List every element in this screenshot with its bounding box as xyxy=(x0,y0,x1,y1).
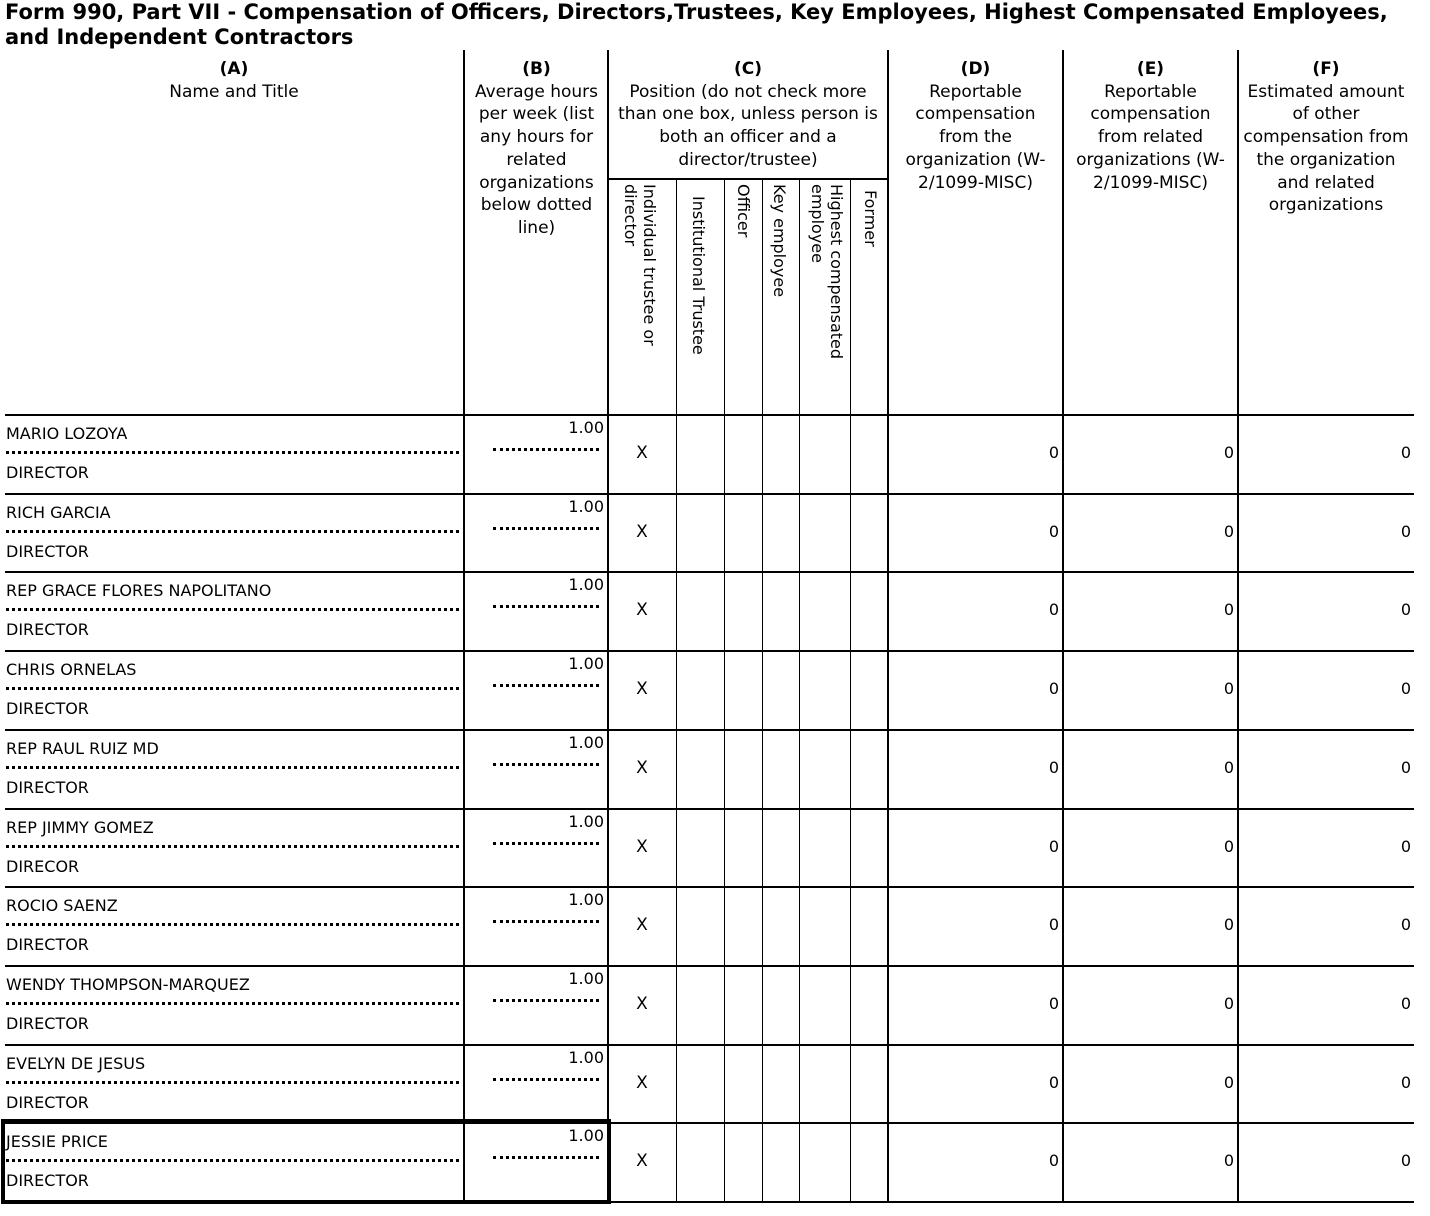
hours-per-week: 1.00 xyxy=(568,497,604,516)
comp-other-value: 0 xyxy=(1400,679,1411,698)
table-row xyxy=(0,414,1414,493)
dotted-leader xyxy=(6,1081,459,1084)
comp-org-value: 0 xyxy=(1048,837,1059,856)
comp-related-value: 0 xyxy=(1223,443,1234,462)
comp-other-value: 0 xyxy=(1400,522,1411,541)
position-highest-compensated: Highest compensated employee xyxy=(808,184,846,360)
table-row xyxy=(0,965,1414,1044)
header-a-text: Name and Title xyxy=(169,81,299,102)
header-e-letter: (E) xyxy=(1136,59,1165,79)
comp-related-value: 0 xyxy=(1223,679,1234,698)
header-c xyxy=(612,58,884,172)
table-row xyxy=(0,886,1414,965)
dotted-leader xyxy=(6,608,459,611)
header-b xyxy=(468,58,605,240)
officer-title: DIRECTOR xyxy=(6,1093,89,1112)
officer-name: CHRIS ORNELAS xyxy=(6,660,137,679)
table-row xyxy=(0,493,1414,572)
comp-org-value: 0 xyxy=(1048,443,1059,462)
comp-related-value: 0 xyxy=(1223,994,1234,1013)
hours-dotted-leader xyxy=(493,684,599,687)
comp-related-value: 0 xyxy=(1223,522,1234,541)
comp-other-value: 0 xyxy=(1400,758,1411,777)
officer-name: ROCIO SAENZ xyxy=(6,896,118,915)
comp-org-value: 0 xyxy=(1048,1151,1059,1170)
table-row xyxy=(0,1044,1414,1123)
comp-related-value: 0 xyxy=(1223,1073,1234,1092)
position-institutional-trustee: Institutional Trustee xyxy=(689,196,708,355)
officer-title: DIRECTOR xyxy=(6,699,89,718)
comp-org-value: 0 xyxy=(1048,1073,1059,1092)
header-e xyxy=(1068,58,1233,194)
officer-name: REP RAUL RUIZ MD xyxy=(6,739,159,758)
dotted-leader xyxy=(6,451,459,454)
hours-per-week: 1.00 xyxy=(568,575,604,594)
comp-org-value: 0 xyxy=(1048,522,1059,541)
header-a xyxy=(5,58,463,103)
position-check-mark: X xyxy=(636,1073,648,1093)
header-f xyxy=(1243,58,1409,217)
officer-name: REP JIMMY GOMEZ xyxy=(6,818,154,837)
comp-other-value: 0 xyxy=(1400,837,1411,856)
table-row xyxy=(0,808,1414,887)
hours-dotted-leader xyxy=(493,763,599,766)
hours-per-week: 1.00 xyxy=(568,890,604,909)
comp-related-value: 0 xyxy=(1223,758,1234,777)
highlight-box xyxy=(1,1119,611,1204)
officer-name: EVELYN DE JESUS xyxy=(6,1054,146,1073)
dotted-leader xyxy=(6,766,459,769)
hours-dotted-leader xyxy=(493,527,599,530)
position-former: Former xyxy=(861,190,880,247)
officer-title: DIRECTOR xyxy=(6,620,89,639)
comp-related-value: 0 xyxy=(1223,837,1234,856)
header-f-letter: (F) xyxy=(1312,59,1340,79)
comp-org-value: 0 xyxy=(1048,600,1059,619)
header-d xyxy=(893,58,1058,194)
header-f-text: Estimated amount of other compensation from the organization and related organizations xyxy=(1243,81,1409,216)
comp-other-value: 0 xyxy=(1400,1151,1411,1170)
position-subheader-line xyxy=(607,178,889,180)
comp-related-value: 0 xyxy=(1223,1151,1234,1170)
position-officer: Officer xyxy=(734,184,753,238)
table-row xyxy=(0,571,1414,650)
comp-other-value: 0 xyxy=(1400,994,1411,1013)
hours-per-week: 1.00 xyxy=(568,418,604,437)
officer-title: DIRECOR xyxy=(6,857,80,876)
header-c-letter: (C) xyxy=(733,59,762,79)
hours-per-week: 1.00 xyxy=(568,654,604,673)
dotted-leader xyxy=(6,923,459,926)
hours-dotted-leader xyxy=(493,999,599,1002)
comp-related-value: 0 xyxy=(1223,600,1234,619)
header-d-text: Reportable compensation from the organization (W- 2/1099-MISC) xyxy=(905,81,1046,193)
dotted-leader xyxy=(6,530,459,533)
table-row xyxy=(0,729,1414,808)
officer-name: JESSIE PRICE xyxy=(6,1132,108,1151)
header-d-letter: (D) xyxy=(960,59,991,79)
officer-name: MARIO LOZOYA xyxy=(6,424,128,443)
header-b-letter: (B) xyxy=(522,59,551,79)
comp-org-value: 0 xyxy=(1048,679,1059,698)
comp-org-value: 0 xyxy=(1048,994,1059,1013)
header-c-text: Position (do not check more than one box, unless person is both an officer and a director/trustee) xyxy=(618,81,878,170)
header-b-text: Average hours per week (list any hours for related organizations below dotted line) xyxy=(474,81,598,238)
officer-title: DIRECTOR xyxy=(6,1171,89,1190)
dotted-leader xyxy=(6,687,459,690)
comp-org-value: 0 xyxy=(1048,758,1059,777)
position-check-mark: X xyxy=(636,522,648,542)
position-check-mark: X xyxy=(636,915,648,935)
dotted-leader xyxy=(6,1002,459,1005)
comp-other-value: 0 xyxy=(1400,600,1411,619)
header-a-letter: (A) xyxy=(219,59,249,79)
hours-per-week: 1.00 xyxy=(568,1126,604,1145)
position-check-mark: X xyxy=(636,837,648,857)
officer-title: DIRECTOR xyxy=(6,935,89,954)
officer-title: DIRECTOR xyxy=(6,778,89,797)
table-row xyxy=(0,650,1414,729)
hours-dotted-leader xyxy=(493,448,599,451)
header-e-text: Reportable compensation from related organizations (W- 2/1099-MISC) xyxy=(1076,81,1225,193)
hours-per-week: 1.00 xyxy=(568,733,604,752)
comp-related-value: 0 xyxy=(1223,915,1234,934)
position-check-mark: X xyxy=(636,758,648,778)
hours-per-week: 1.00 xyxy=(568,1048,604,1067)
hours-per-week: 1.00 xyxy=(568,812,604,831)
officer-name: WENDY THOMPSON-MARQUEZ xyxy=(6,975,250,994)
hours-dotted-leader xyxy=(493,1078,599,1081)
position-check-mark: X xyxy=(636,443,648,463)
position-check-mark: X xyxy=(636,994,648,1014)
dotted-leader xyxy=(6,845,459,848)
form-title: Form 990, Part VII - Compensation of Officers, Directors,Trustees, Key Employees, Highest Compensated Employees, and Independent Contractors xyxy=(5,0,1388,49)
comp-other-value: 0 xyxy=(1400,1073,1411,1092)
hours-dotted-leader xyxy=(493,920,599,923)
hours-dotted-leader xyxy=(493,605,599,608)
hours-per-week: 1.00 xyxy=(568,969,604,988)
officer-title: DIRECTOR xyxy=(6,542,89,561)
comp-other-value: 0 xyxy=(1400,443,1411,462)
position-key-employee: Key employee xyxy=(770,184,789,298)
officer-name: RICH GARCIA xyxy=(6,503,111,522)
officer-title: DIRECTOR xyxy=(6,1014,89,1033)
position-individual-trustee: Individual trustee or director xyxy=(621,184,659,346)
comp-org-value: 0 xyxy=(1048,915,1059,934)
officer-title: DIRECTOR xyxy=(6,463,89,482)
position-check-mark: X xyxy=(636,600,648,620)
officer-name: REP GRACE FLORES NAPOLITANO xyxy=(6,581,272,600)
position-check-mark: X xyxy=(636,1151,648,1171)
position-check-mark: X xyxy=(636,679,648,699)
comp-other-value: 0 xyxy=(1400,915,1411,934)
hours-dotted-leader xyxy=(493,842,599,845)
